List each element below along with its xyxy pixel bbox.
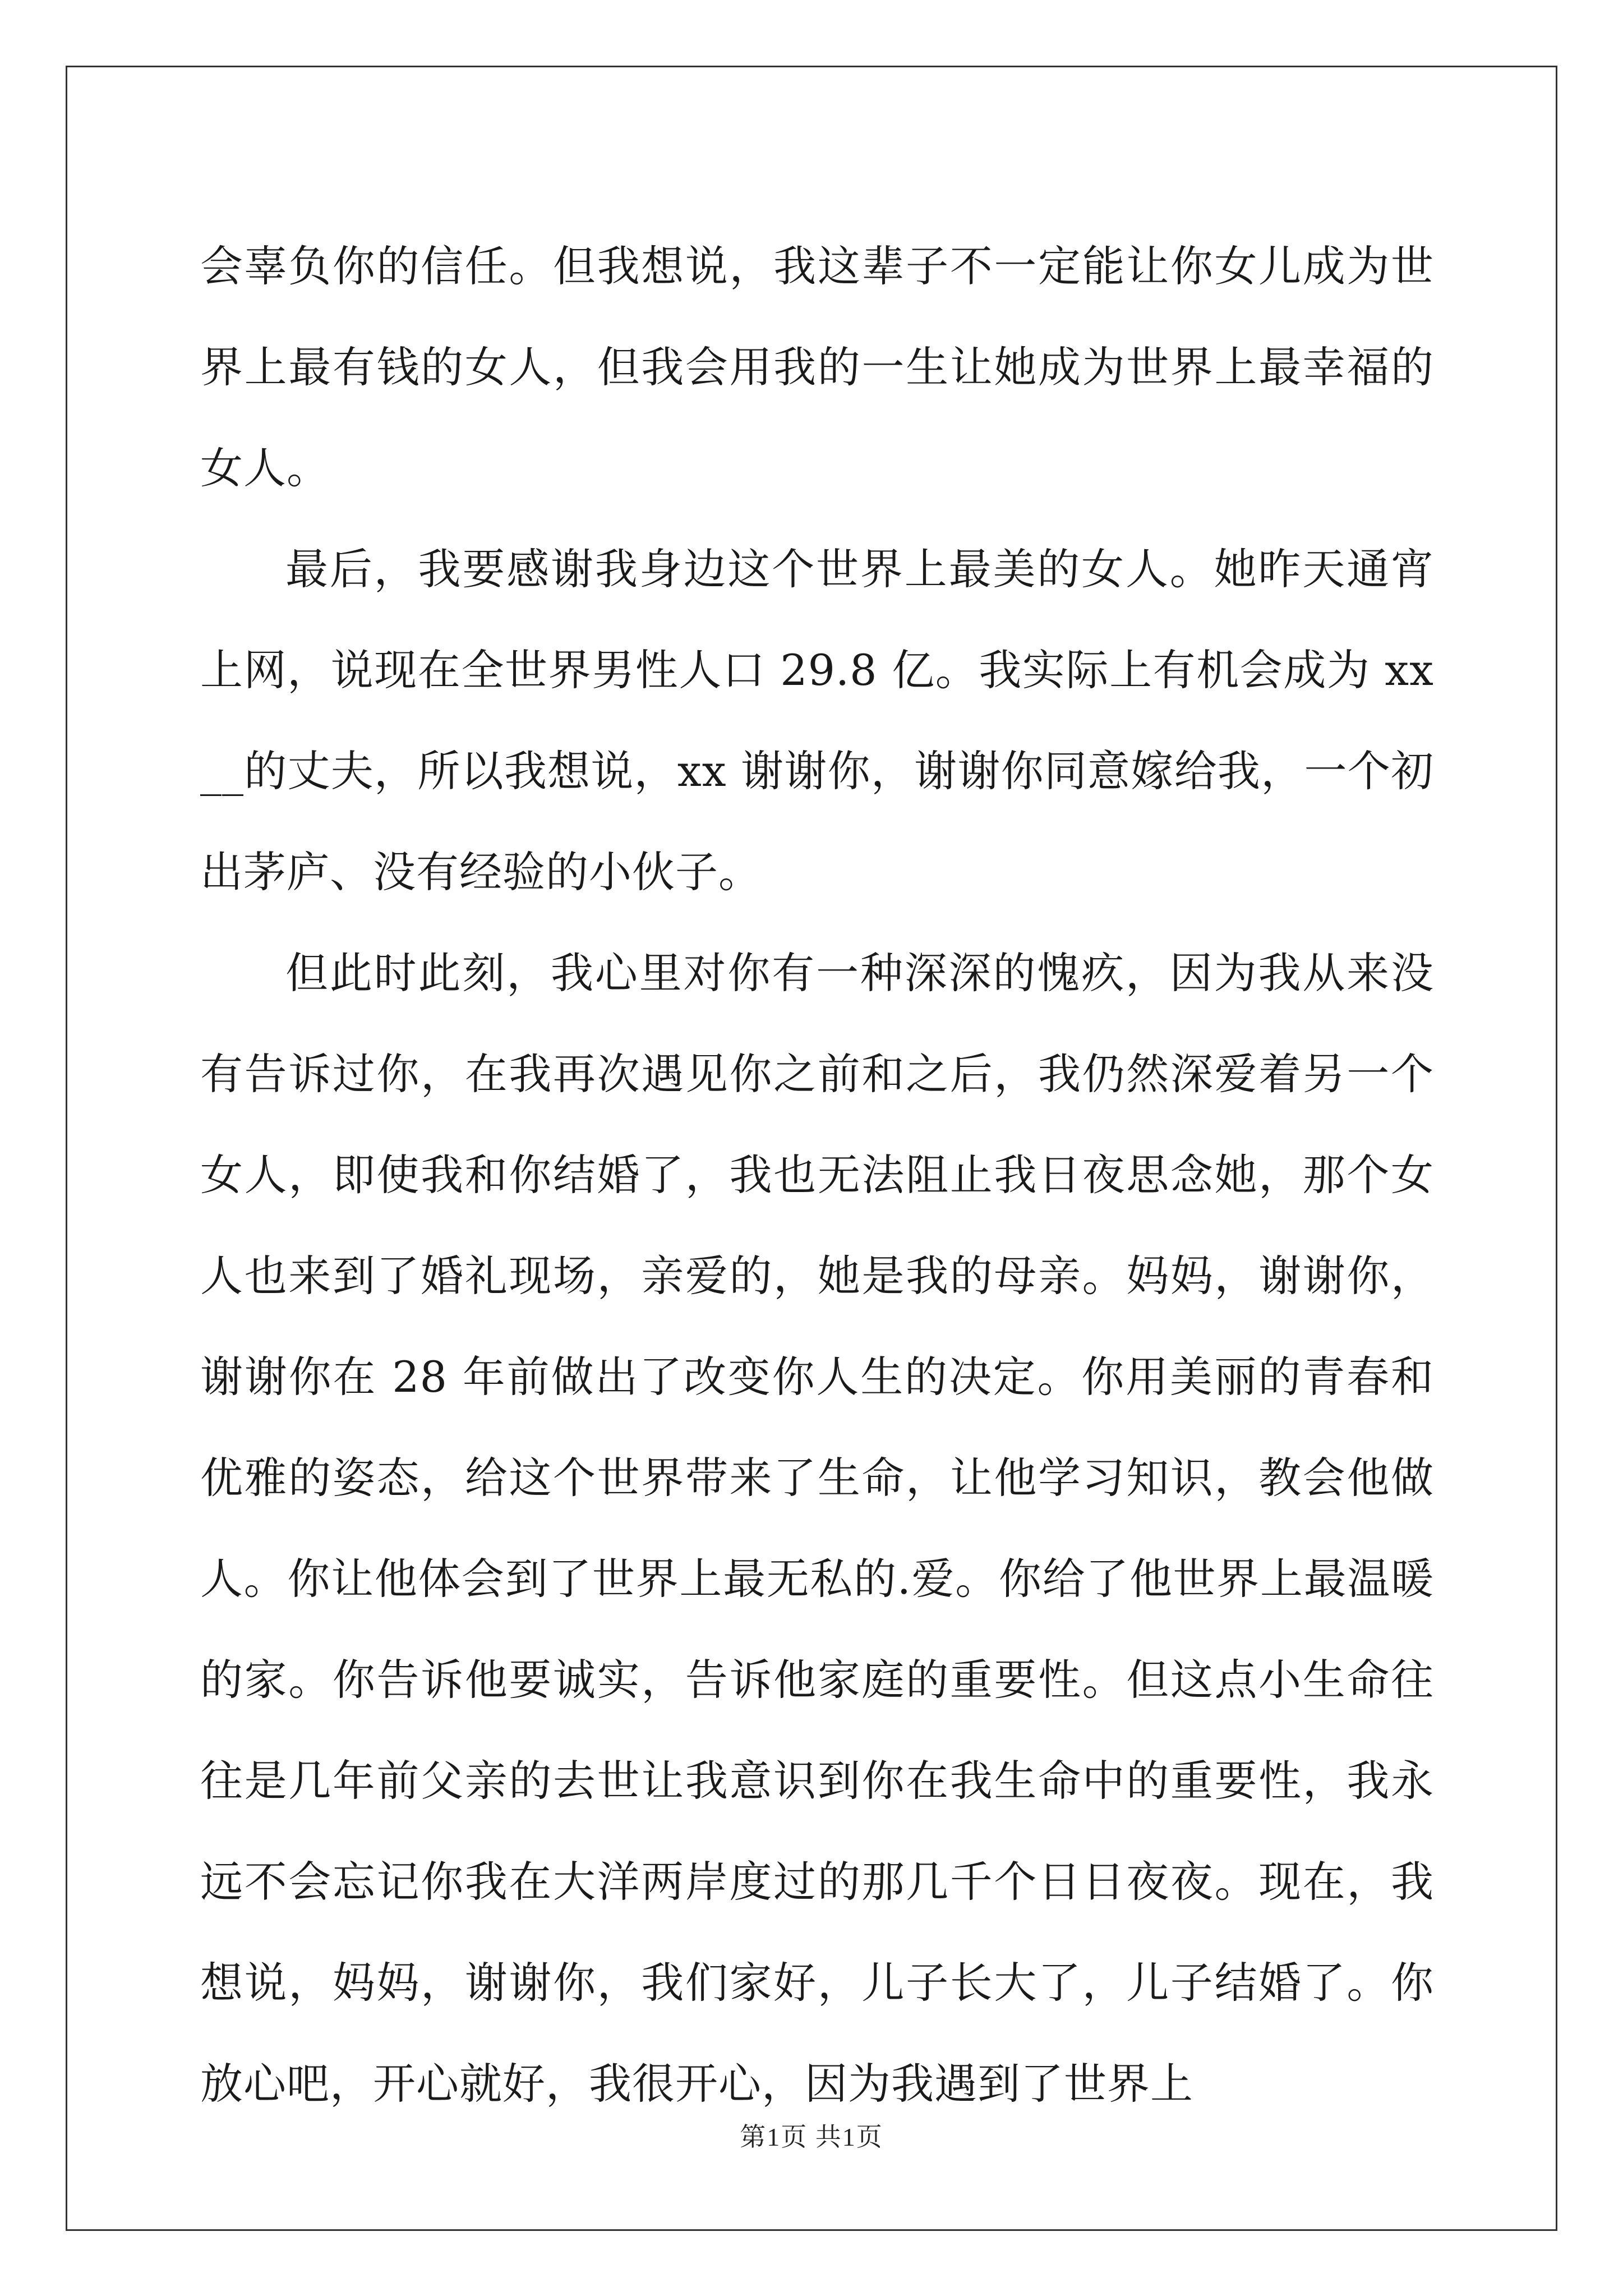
document-body <box>200 216 1434 2134</box>
paragraph-3: 但此时此刻，我心里对你有一种深深的愧疚，因为我从来没有告诉过你，在我再次遇见你之前和之后，我仍然深爱着另一个女人，即使我和你结婚了，我也无法阻止我日夜思念她，那个女人也来到了婚礼现场，亲爱的，她是我的母亲。妈妈，谢谢你，谢谢你在 28 年前做出了改变你人生的决定。你用美丽的青春和优雅的姿态，给这个世界带来了生命，让他学习知识，教会他做人。你让他体会到了世界上最无私的.爱。你给了他世界上最温暖的家。你告诉他要诚实，告诉他家庭的重要性。但这点小生命往往是几年前父亲的去世让我意识到你在我生命中的重要性，我永远不会忘记你我在大洋两岸度过的那几千个日日夜夜。现在，我想说，妈妈，谢谢你，我们家好，儿子长大了，儿子结婚了。你放心吧，开心就好，我很开心，因为我遇到了世界上 <box>200 948 1434 2109</box>
paragraph-2: 最后，我要感谢我身边这个世界上最美的女人。她昨天通宵上网，说现在全世界男性人口 29.8 亿。我实际上有机会成为 xx__的丈夫，所以我想说，xx 谢谢你，谢谢你同意嫁给我，一个初出茅庐、没有经验的小伙子。 <box>200 544 1434 897</box>
paragraph-1: 会辜负你的信任。但我想说，我这辈子不一定能让你女儿成为世界上最有钱的女人，但我会用我的一生让她成为世界上最幸福的女人。 <box>200 241 1434 493</box>
page-number-footer: 第1页 共1页 <box>740 2123 883 2151</box>
